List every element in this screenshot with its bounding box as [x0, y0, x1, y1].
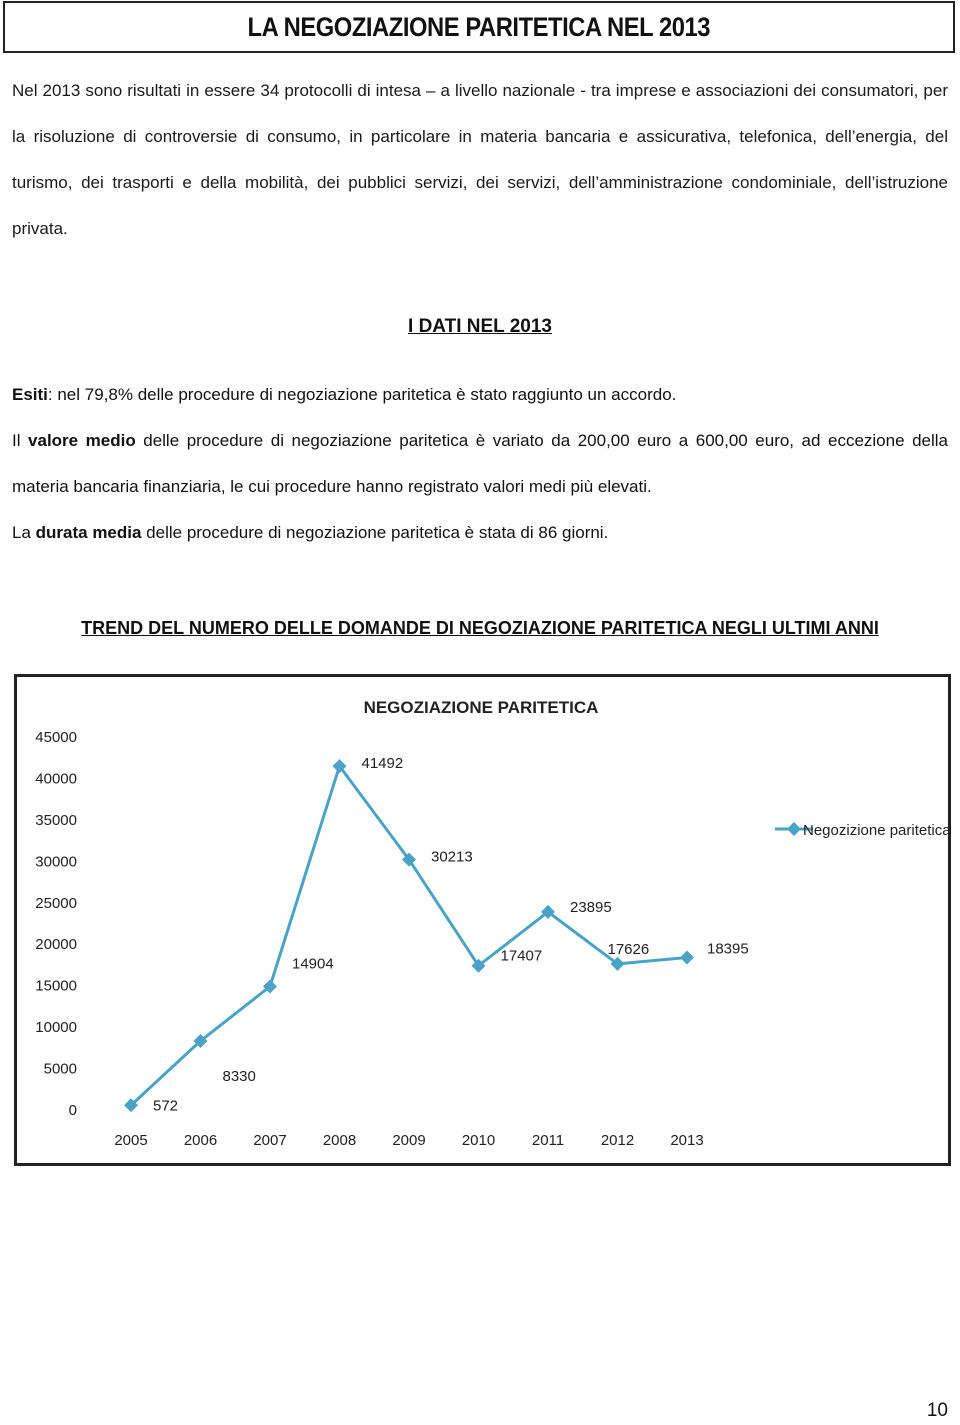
- page-title: LA NEGOZIAZIONE PARITETICA NEL 2013: [247, 11, 711, 42]
- esiti-text: : nel 79,8% delle procedure di negoziazione paritetica è stato raggiunto un accordo.: [47, 385, 677, 404]
- x-axis-ticks: [114, 1132, 703, 1149]
- y-tick-label: 5000: [43, 1060, 77, 1078]
- durata-line: [12, 510, 948, 556]
- chart-frame: [14, 674, 951, 1166]
- intro-paragraph: Nel 2013 sono risultati in essere 34 protocolli di intesa – a livello nazionale - tra imprese e associazioni dei consumatori, per la risoluzione di controversie di consumo, in particolare in materia bancaria e assicurativa, telefonica, dell’energia, del turismo, dei trasporti e della mobilità, dei pubblici servizi, dei servizi, dell’amministrazione condominiale, dell’istruzione privata.: [12, 81, 948, 238]
- legend-label: Negozizione paritetica: [803, 822, 948, 839]
- x-tick-label: 2009: [392, 1132, 426, 1149]
- valore-line: [12, 418, 948, 510]
- data-label: 17626: [607, 940, 650, 958]
- data-point-marker: [680, 951, 694, 965]
- trend-heading: TREND DEL NUMERO DELLE DOMANDE DI NEGOZIAZIONE PARITETICA NEGLI ULTIMI ANNI: [81, 618, 879, 638]
- y-tick-label: 45000: [35, 729, 77, 746]
- series-layer: [124, 755, 749, 1114]
- valore-text: delle procedure di negoziazione paritetica è variato da 200,00 euro a 600,00 euro, ad eccezione della materia bancaria finanziaria, le cui procedure hanno registrato valori medi più elevati.: [12, 431, 948, 496]
- line-chart: [17, 677, 948, 1163]
- y-tick-label: 20000: [35, 936, 77, 954]
- durata-prefix: La: [12, 523, 36, 542]
- x-tick-label: 2012: [600, 1132, 635, 1149]
- x-tick-label: 2007: [253, 1132, 287, 1149]
- data-label: 18395: [707, 940, 749, 958]
- x-tick-label: 2011: [531, 1132, 565, 1149]
- data-label: 30213: [431, 848, 473, 866]
- title-box: [3, 1, 955, 53]
- series-line: [131, 766, 687, 1105]
- y-tick-label: 40000: [35, 770, 77, 788]
- data-label: 572: [153, 1097, 179, 1115]
- esiti-label: Esiti: [12, 385, 48, 404]
- y-tick-label: 35000: [35, 811, 77, 829]
- valore-label: valore medio: [28, 431, 136, 450]
- y-axis-ticks: [35, 729, 77, 1119]
- chart-title: NEGOZIAZIONE PARITETICA: [363, 698, 599, 717]
- x-tick-label: 2010: [461, 1132, 496, 1149]
- legend-marker-icon: [787, 822, 801, 836]
- x-tick-label: 2005: [114, 1132, 148, 1149]
- valore-prefix: Il: [12, 431, 29, 450]
- data-label: 41492: [361, 755, 404, 773]
- data-label: 17407: [500, 947, 543, 965]
- esiti-line: [12, 372, 948, 418]
- facts-block: [12, 372, 948, 556]
- legend: [775, 822, 948, 839]
- y-tick-label: 10000: [35, 1019, 77, 1037]
- x-tick-label: 2006: [183, 1132, 218, 1149]
- data-label: 8330: [222, 1067, 256, 1085]
- y-tick-label: 15000: [35, 977, 77, 995]
- page-number: 10: [926, 1400, 948, 1421]
- durata-text: delle procedure di negoziazione paritetica è stata di 86 giorni.: [141, 523, 609, 542]
- x-tick-label: 2013: [670, 1132, 704, 1149]
- data-label: 14904: [292, 955, 334, 973]
- y-tick-label: 25000: [35, 894, 77, 912]
- data-label: 23895: [570, 898, 612, 916]
- y-tick-label: 30000: [35, 853, 77, 871]
- x-tick-label: 2008: [322, 1132, 357, 1149]
- durata-label: durata media: [35, 523, 142, 542]
- y-tick-label: 0: [68, 1102, 77, 1119]
- dati-heading: I DATI NEL 2013: [408, 316, 552, 337]
